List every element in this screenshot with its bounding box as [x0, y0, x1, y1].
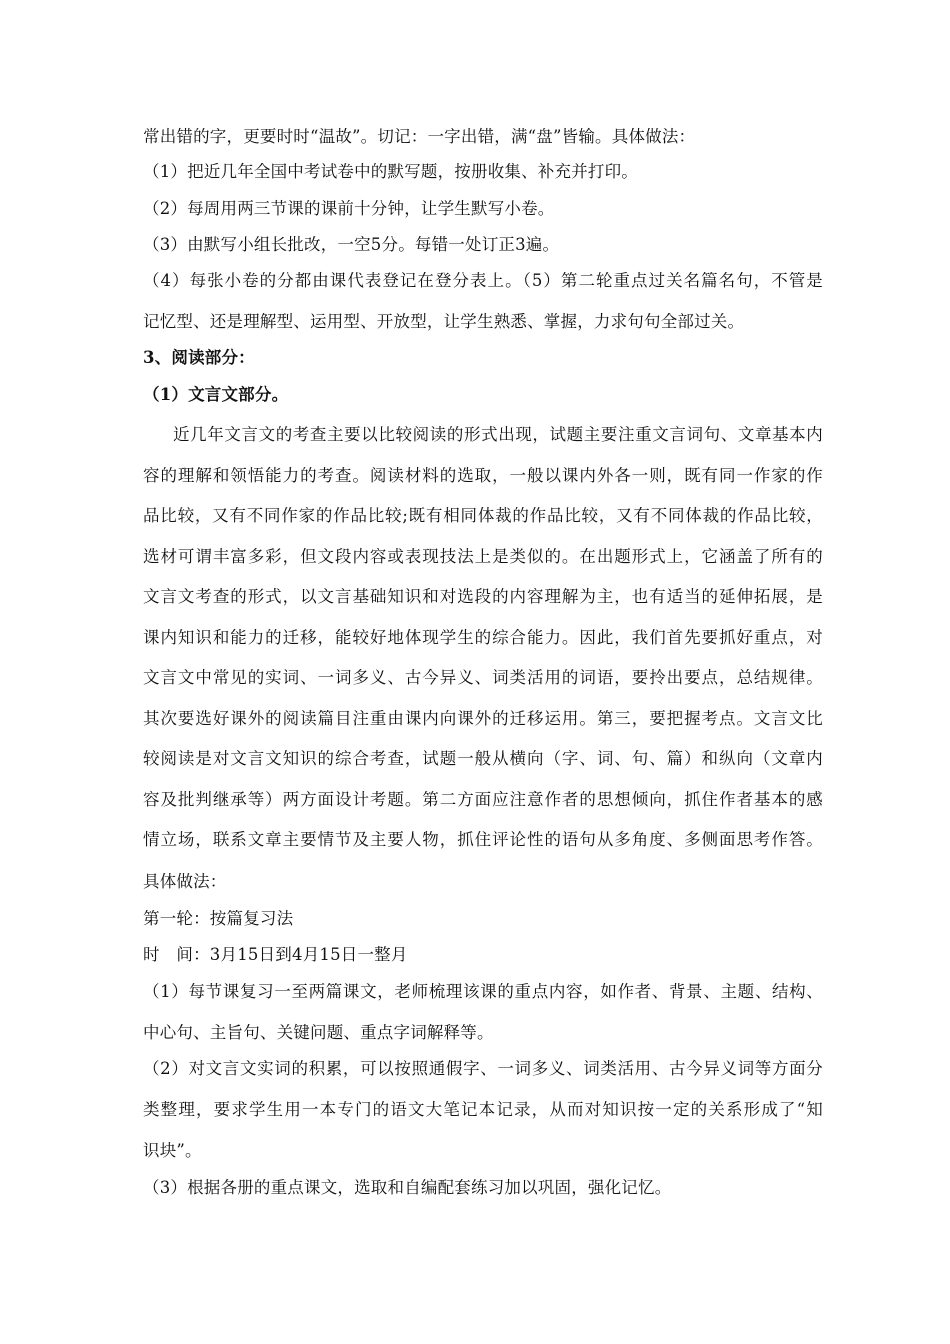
section-heading: 3、阅读部分：	[143, 348, 255, 367]
paragraph-line: 文言文中常见的实词、一词多义、古今异义、词类活用的词语，要拎出要点，总结规律。	[143, 668, 823, 687]
paragraph-line: 情立场，联系文章主要情节及主要人物，抓住评论性的语句从多角度、多侧面思考作答。	[143, 830, 823, 849]
paragraph-line: 容及批判继承等）两方面设计考题。第二方面应注意作者的思想倾向，抓住作者基本的感	[143, 790, 823, 809]
text-line: 类整理，要求学生用一本专门的语文大笔记本记录，从而对知识按一定的关系形成了“知	[143, 1100, 823, 1119]
list-item: （1）把近几年全国中考试卷中的默写题，按册收集、补充并打印。	[143, 162, 638, 181]
text-line: 第一轮：按篇复习法	[143, 909, 294, 928]
paragraph-line: 近几年文言文的考查主要以比较阅读的形式出现，试题主要注重文言词句、文章基本内	[173, 425, 823, 444]
text-line: 常出错的字，更要时时“温故”。切记：一字出错，满“盘”皆输。具体做法：	[143, 127, 696, 146]
paragraph-line: 文言文考查的形式，以文言基础知识和对选段的内容理解为主，也有适当的延伸拓展，是	[143, 587, 823, 606]
list-item: （1）每节课复习一至两篇课文，老师梳理该课的重点内容，如作者、背景、主题、结构、	[143, 982, 823, 1001]
text-line: 中心句、主旨句、关键问题、重点字词解释等。	[143, 1023, 494, 1042]
list-item: （4）每张小卷的分都由课代表登记在登分表上。（5）第二轮重点过关名篇名句，不管是	[143, 271, 823, 290]
text-line: 记忆型、还是理解型、运用型、开放型，让学生熟悉、掌握，力求句句全部过关。	[143, 312, 745, 331]
list-item: （2）每周用两三节课的课前十分钟，让学生默写小卷。	[143, 199, 555, 218]
paragraph-line: 选材可谓丰富多彩，但文段内容或表现技法上是类似的。在出题形式上，它涵盖了所有的	[143, 547, 823, 566]
subsection-heading: （1）文言文部分。	[143, 385, 289, 404]
text-line: 识块”。	[143, 1141, 202, 1160]
list-item: （3）根据各册的重点课文，选取和自编配套练习加以巩固，强化记忆。	[143, 1178, 672, 1197]
list-item: （3）由默写小组长批改，一空5分。每错一处订正3遍。	[143, 235, 560, 254]
paragraph-line: 其次要选好课外的阅读篇目注重由课内向课外的迁移运用。第三，要把握考点。文言文比	[143, 709, 823, 728]
paragraph-line: 品比较，又有不同作家的作品比较;既有相同体裁的作品比较，又有不同体裁的作品比较，	[143, 506, 823, 525]
paragraph-line: 容的理解和领悟能力的考查。阅读材料的选取，一般以课内外各一则，既有同一作家的作	[143, 466, 823, 485]
paragraph-line: 较阅读是对文言文知识的综合考查，试题一般从横向（字、词、句、篇）和纵向（文章内	[143, 749, 823, 768]
paragraph-line: 课内知识和能力的迁移，能较好地体现学生的综合能力。因此，我们首先要抓好重点，对	[143, 628, 823, 647]
text-line: 时 间：3月15日到4月15日一整月	[143, 945, 408, 964]
list-item: （2）对文言文实词的积累，可以按照通假字、一词多义、词类活用、古今异义词等方面分	[143, 1059, 823, 1078]
text-line: 具体做法：	[143, 872, 227, 891]
